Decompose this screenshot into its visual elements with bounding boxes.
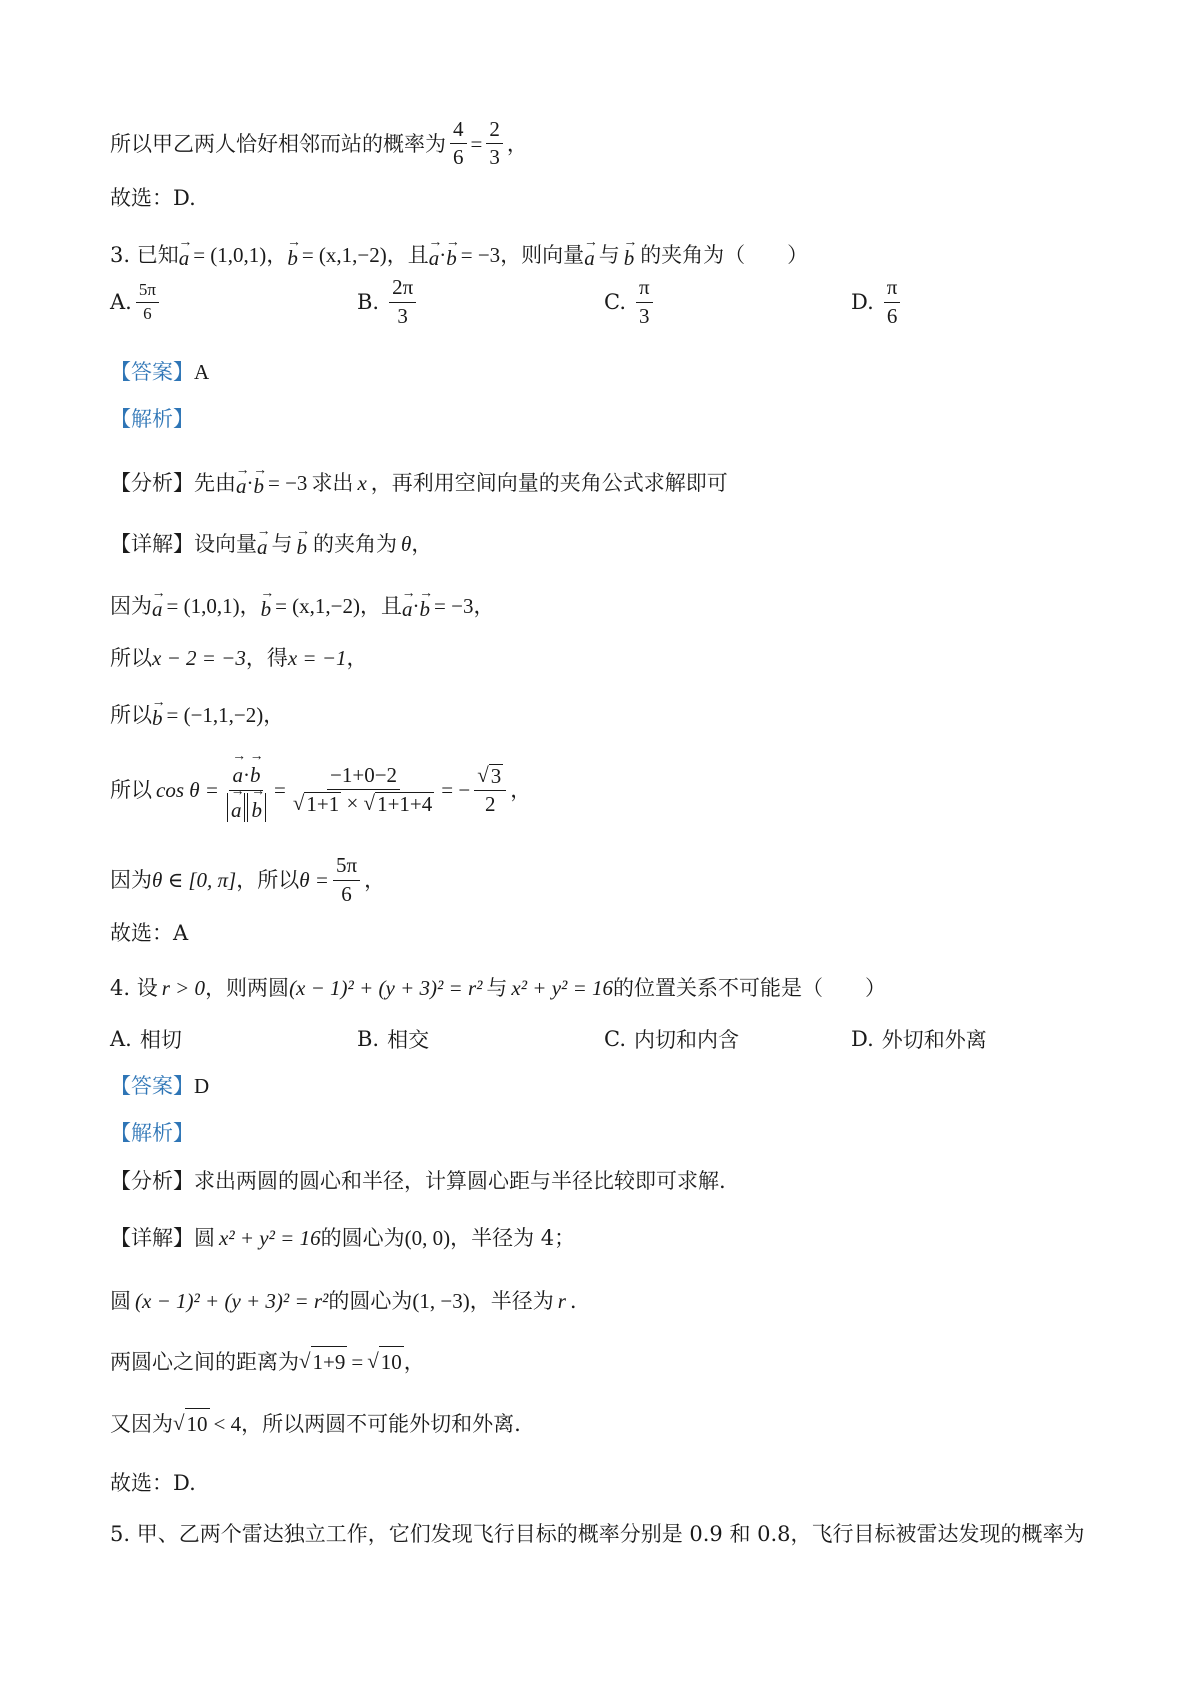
q3-analysis-tag: 【解析】 [110, 407, 194, 431]
q4-option-b[interactable]: B. 相交 [357, 1027, 430, 1052]
q4-answer: 【答案】 D [110, 1074, 210, 1098]
q2-prob-text: 所以甲乙两人恰好相邻而站的概率为 [110, 131, 446, 156]
q3-line-cos: 所以 cos θ = → a·→ b → a→ b = −1+0−2 √ 1+1 × √ 1+1+4 = − √ 3 2 ， [110, 750, 531, 830]
q4-option-c[interactable]: C. 内切和内含 [604, 1027, 739, 1052]
q3-answer: 【答案】 A [110, 357, 209, 387]
q3-line-theta: 因为 θ ∈ [0, π] ，所以 θ = $\frac{5\pi}{6}$ ， [110, 853, 386, 906]
q4-line-compare: 又因为 √ 10 < 4 ，所以两圆不可能外切和外离. [110, 1408, 521, 1439]
q4-options [110, 1024, 1010, 1054]
q4-xiangjie: 【详解】 圆 x² + y² = 16 的圆心为 (0, 0) ，半径为 4； [110, 1226, 576, 1250]
q4-line-circle: 圆 (x − 1)² + (y + 3)² = r² 的圆心为 (1, −3) ，半径为 r . [110, 1289, 577, 1313]
q3-option-b[interactable]: B. $\frac{2\pi}{3}$ [357, 276, 420, 327]
cos-fraction-values: −1+0−2 √ 1+1 × √ 1+1+4 [292, 762, 433, 816]
q2-choose: 故选：D. [110, 186, 196, 210]
q4-choose: 故选：D. [110, 1471, 196, 1495]
q3-fenxi: 【分析】 先由 → a · → b = −3 求出 x ，再利用空间向量的夹角公式求解即可 [110, 465, 728, 501]
q3-options [110, 272, 1010, 332]
fraction-4-6: $\frac{4}{6}$ [450, 118, 467, 169]
q3-line-x: 所以 x − 2 = −3 ，得 x = −1 ， [110, 646, 368, 670]
fraction-2-3: $\frac{2}{3}$ [486, 118, 503, 169]
q3-choose: 故选：A [110, 921, 189, 945]
q4-fenxi: 【分析】 求出两圆的圆心和半径，计算圆心距与半径比较即可求解. [110, 1169, 726, 1193]
cos-fraction-vectors: → a·→ b → a→ b [223, 758, 270, 821]
q3-option-d[interactable]: D. $\frac{\pi}{6}$ [851, 276, 904, 327]
q3-line-because: 因为 → a = (1,0,1) ， → b = (x,1,−2) ，且 → a · → b = −3 ， [110, 588, 494, 624]
vector-a: → a [179, 237, 190, 273]
q4-option-a[interactable]: A. 相切 [110, 1027, 182, 1052]
q3-line-b: 所以 → b = (−1,1,−2) ， [110, 697, 284, 733]
q4-analysis-tag: 【解析】 [110, 1121, 194, 1145]
vector-b: → b [287, 237, 298, 273]
q3-option-c[interactable]: C. $\frac{\pi}{3}$ [604, 276, 657, 327]
q4-stem: 4. 设 r > 0 ，则两圆 (x − 1)² + (y + 3)² = r² 与 x² + y² = 16 的位置关系不可能是（ ） [110, 976, 886, 1000]
q4-option-d[interactable]: D. 外切和外离 [851, 1027, 987, 1052]
q2-probability-line: 所以甲乙两人恰好相邻而站的概率为 $\frac{4}{6}$ = $\frac{2}{3}$ ， [110, 117, 528, 170]
q3-xiangjie: 【详解】 设向量 → a 与 → b 的夹角为 θ ， [110, 526, 432, 562]
q5-stem: 5. 甲、乙两个雷达独立工作，它们发现飞行目标的概率分别是 0.9 和 0.8，飞行目标被雷达发现的概率为 [110, 1522, 1085, 1546]
q3-option-a[interactable]: A. $\frac{5\pi}{6}$ [110, 281, 163, 323]
q3-stem: 3. 已知 → a = (1,0,1) ， → b = (x,1,−2) ，且 → a · → b = −3 ，则向量 → a 与 → b 的夹角为（ ） [110, 237, 808, 273]
q4-line-distance: 两圆心之间的距离为 √ 1+9 = √ 10 ， [110, 1346, 425, 1377]
cos-result-fraction: √ 3 2 [474, 764, 506, 816]
answer-tag: 【答案】 [110, 360, 194, 384]
